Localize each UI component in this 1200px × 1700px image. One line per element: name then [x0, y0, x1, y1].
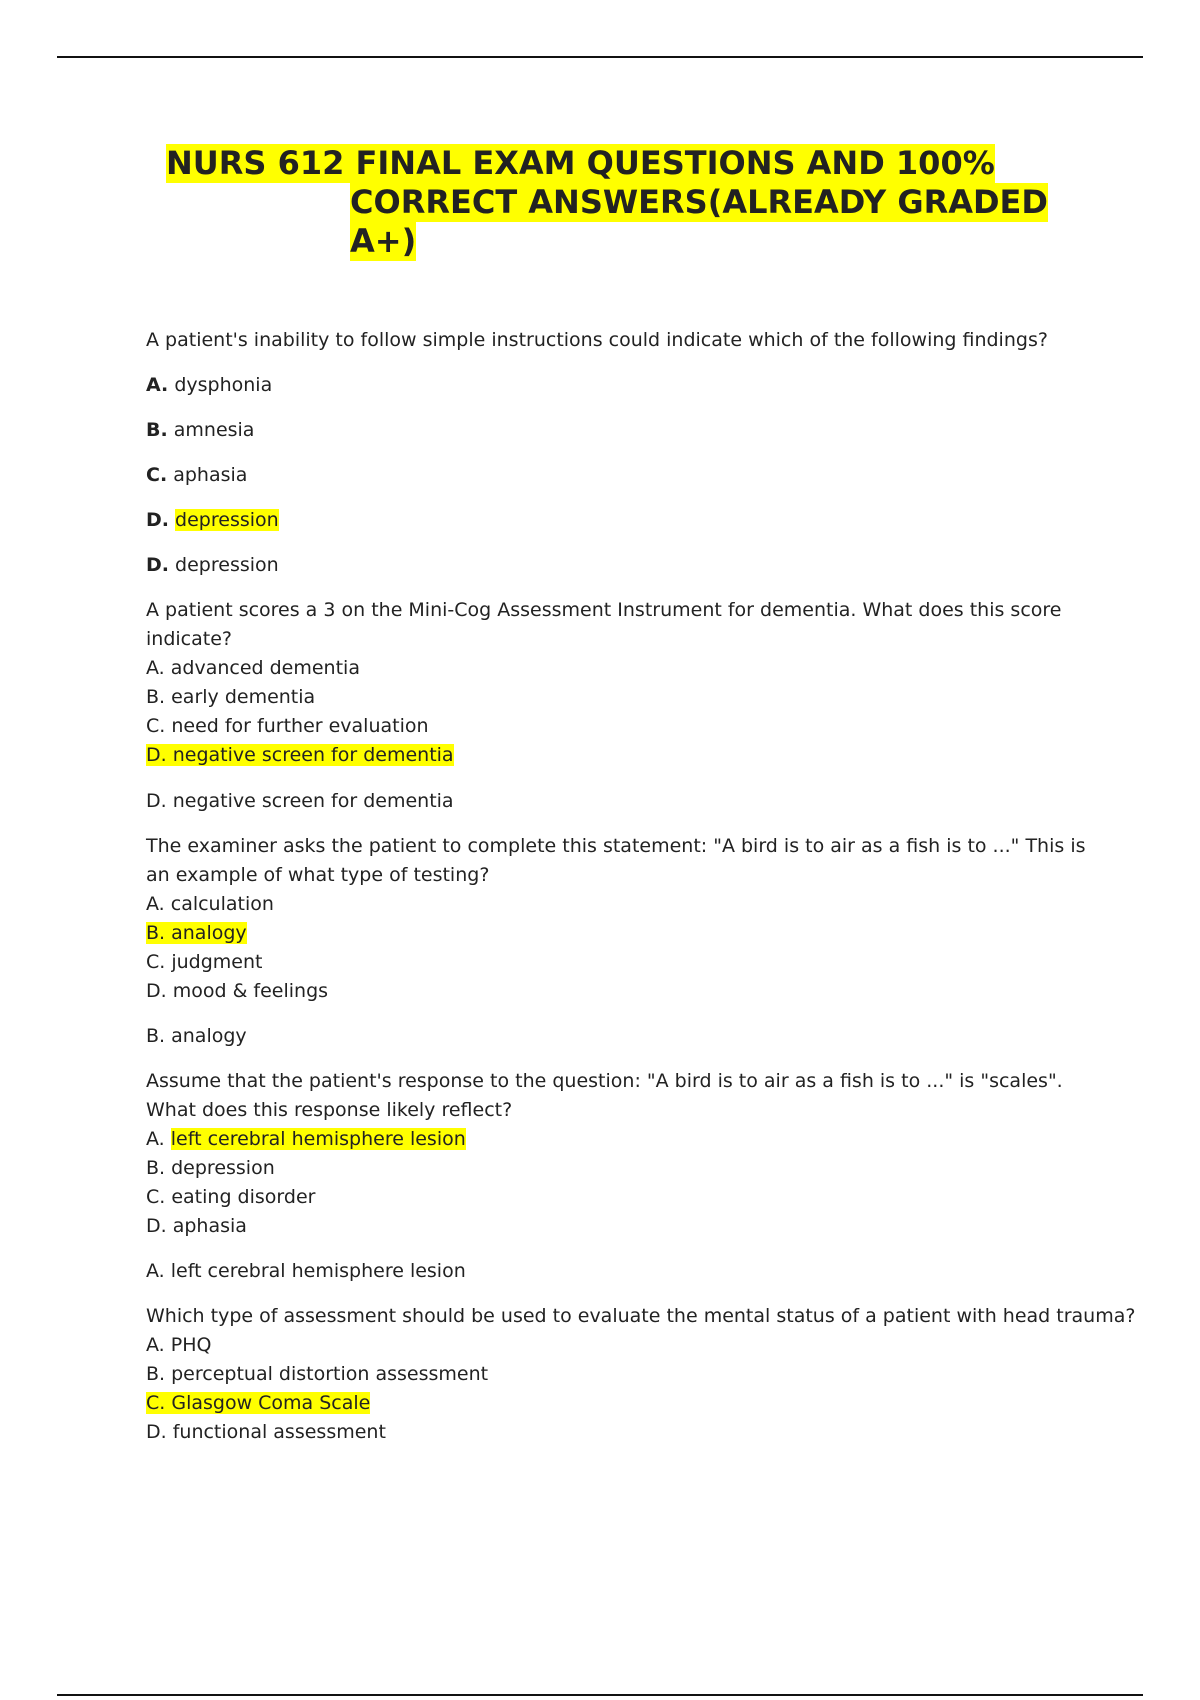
- title-line-2: CORRECT ANSWERS(ALREADY GRADED: [350, 183, 1048, 221]
- option-d: D. depression: [146, 509, 279, 531]
- highlighted-answer: D. negative screen for dementia: [146, 744, 454, 766]
- question-2: [146, 596, 1086, 816]
- question-text: Which type of assessment should be used to evaluate the mental status of a patient with head trauma?: [146, 1305, 1136, 1327]
- option-a: A. left cerebral hemisphere lesion: [146, 1128, 466, 1150]
- header-rule: [57, 56, 1143, 58]
- title-line-1: NURS 612 FINAL EXAM QUESTIONS AND 100%: [166, 144, 995, 182]
- answer-line: D. depression: [146, 554, 279, 576]
- option-c: [146, 1389, 1086, 1418]
- highlighted-answer: C. Glasgow Coma Scale: [146, 1392, 371, 1414]
- question-4: [146, 1067, 1086, 1286]
- option-b: [146, 919, 1086, 948]
- footer-rule: [57, 1694, 1143, 1696]
- option-b: B. depression: [146, 1157, 275, 1179]
- question-text: A patient scores a 3 on the Mini-Cog Assessment Instrument for dementia. What does this score indicate?: [146, 599, 1062, 650]
- option-d: D. functional assessment: [146, 1421, 386, 1443]
- document-body: [146, 326, 1136, 1447]
- answer-line: B. analogy: [146, 1025, 247, 1047]
- option-a: A. PHQ: [146, 1334, 212, 1356]
- option-d: D. mood & feelings: [146, 980, 329, 1002]
- title-line-3: A+): [350, 222, 417, 260]
- highlighted-answer: B. analogy: [146, 922, 247, 944]
- option-c: C. aphasia: [146, 464, 248, 486]
- document-title: [166, 144, 1096, 261]
- option-c: C. judgment: [146, 951, 263, 973]
- highlighted-answer: depression: [175, 509, 279, 531]
- option-b: B. amnesia: [146, 419, 255, 441]
- question-5: [146, 1302, 1136, 1447]
- question-text: Assume that the patient's response to the question: "A bird is to air as a fish is to ..." is "scales". What does this response likely reflect?: [146, 1070, 1063, 1121]
- answer-line: D. negative screen for dementia: [146, 790, 454, 812]
- question-text: The examiner asks the patient to complete this statement: "A bird is to air as a fish is to ..." This is an example of what type of testing?: [146, 835, 1086, 886]
- option-a: A. dysphonia: [146, 374, 273, 396]
- option-b: B. early dementia: [146, 686, 316, 708]
- option-b: B. perceptual distortion assessment: [146, 1363, 489, 1385]
- option-d: D. aphasia: [146, 1215, 247, 1237]
- highlighted-answer: left cerebral hemisphere lesion: [170, 1128, 466, 1150]
- option-c: C. eating disorder: [146, 1186, 316, 1208]
- option-d: [146, 741, 1086, 770]
- answer-line: A. left cerebral hemisphere lesion: [146, 1260, 466, 1282]
- option-a: A. calculation: [146, 893, 274, 915]
- question-1: [146, 326, 1086, 580]
- option-c: C. need for further evaluation: [146, 715, 429, 737]
- question-3: [146, 832, 1086, 1051]
- option-a: A. advanced dementia: [146, 657, 360, 679]
- question-text: A patient's inability to follow simple instructions could indicate which of the following findings?: [146, 329, 1048, 351]
